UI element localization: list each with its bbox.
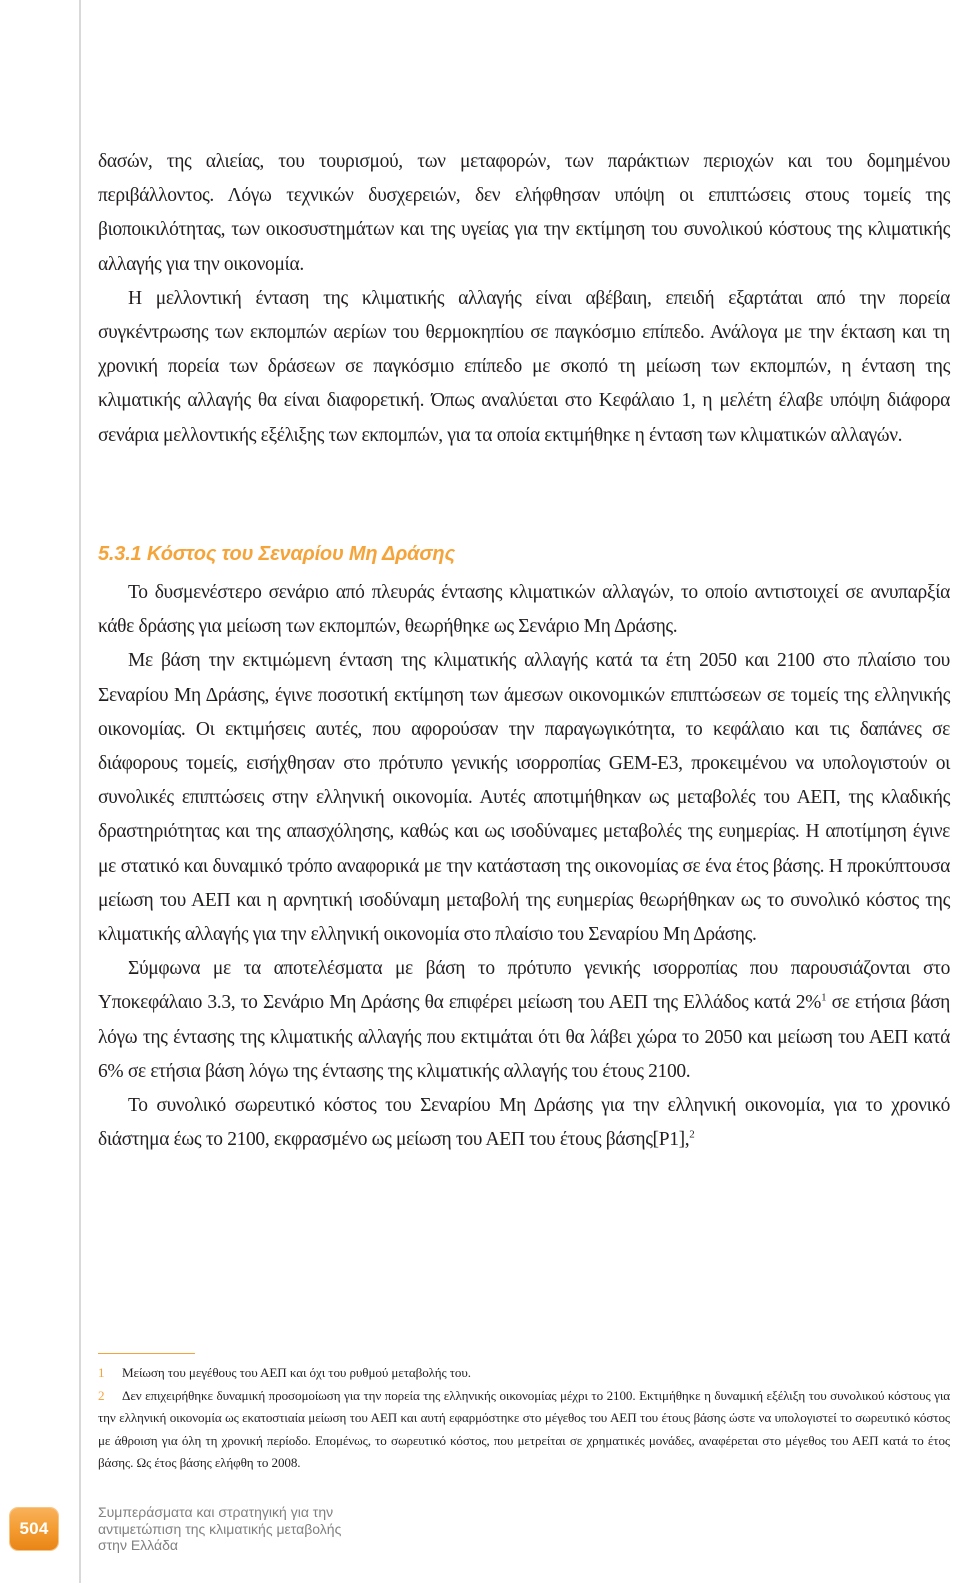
paragraph-gdp-results-text-b: σε ετήσια βάση λόγω της έντασης της κλιματικής αλλαγής που εκτιμάται ότι θα λάβει χώρα το 2050 και μείωση του ΑΕΠ κατά 6% σε ετήσια βάση λόγω της έντασης της κλιματικής αλλαγής του έτους 2100. [98,992,951,1082]
footnotes [98,1362,950,1475]
section-heading: 5.3.1 Κόστος του Σεναρίου Μη Δράσης [98,543,455,565]
footer-line-1: Συμπεράσματα και στρατηγική για την [98,1504,334,1520]
paragraph-cumulative-cost [98,1089,950,1157]
footnote-2-number: 2 [98,1387,105,1403]
page-number: 504 [19,1519,49,1538]
margin-rule [79,0,81,1583]
paragraph-worst-scenario: Το δυσμενέστερο σενάριο από πλευράς έντασης κλιματικών αλλαγών, το οποίο αντιστοιχεί σε ανυπαρξία κάθε δράσης για μείωση των εκπομπών, θεωρήθηκε ως Σενάριο Μη Δράσης. [98,582,950,638]
paragraph-gdp-results-text-a: Σύμφωνα με τα αποτελέσματα με βάση το πρότυπο γενικής ισορροπίας που παρουσιάζονται στο Υποκεφάλαιο 3.3, το Σενάριο Μη Δράσης θα επιφέρει μείωση του ΑΕΠ της Ελλάδος κατά 2% [98,958,950,1014]
footnote-2 [98,1385,950,1475]
page-number-badge [10,1508,58,1550]
body-text-upper [98,145,950,453]
footer-line-3: στην Ελλάδα [98,1537,178,1553]
footnote-2-text: Δεν επιχειρήθηκε δυναμική προσομοίωση για την πορεία της ελληνικής οικονομίας μέχρι το 2100. Εκτιμήθηκε η δυναμική εξέλιξη του συνολικού κόστους για την ελληνική οικονομία ως εκατοστιαία μείωση του ΑΕΠ και αυτή εφαρμόστηκε στο μέγεθος του ΑΕΠ του έτους βάσης ώστε να υπολογιστεί το σωρευτικό κόστος με άθροιση για όλη τη χρονική περίοδο. Επομένως, το σωρευτικό κόστος, που μετρείται σε χρηματικές μονάδες, αναφέρεται στο μέγεθος του ΑΕΠ κατά το έτος βάσης. Ως έτος βάσης ελήφθη το 2008. [98,1387,950,1471]
paragraph-future-intensity: Η μελλοντική ένταση της κλιματικής αλλαγής είναι αβέβαιη, επειδή εξαρτάται από την πορεία συγκέντρωσης των εκπομπών αερίων του θερμοκηπίου σε παγκόσμιο επίπεδο. Ανάλογα με την έκταση και τη χρονική πορεία των δράσεων σε παγκόσμιο επίπεδο με σκοπό τη μείωση των εκπομπών, η ένταση της κλιματικής αλλαγής θα είναι διαφορετική. Όπως αναλύεται στο Κεφάλαιο 1, η μελέτη έλαβε υπόψη διάφορα σενάρια μελλοντικής εξέλιξης των εκπομπών, για τα οποία εκτιμήθηκε η ένταση των κλιματικών αλλαγών. [98,287,950,446]
footnote-separator [98,1353,195,1354]
footnote-1-number: 1 [98,1365,105,1380]
footnote-ref-2[interactable]: 2 [689,1128,695,1141]
paragraph-estimation-method: Με βάση την εκτιμώμενη ένταση της κλιματικής αλλαγής κατά τα έτη 2050 και 2100 στο πλαίσιο του Σεναρίου Μη Δράσης, έγινε ποσοτική εκτίμηση των άμεσων οικονομικών επιπτώσεων σε τομείς της ελληνικής οικονομίας. Οι εκτιμήσεις αυτές, που αφορούσαν την παραγωγικότητα, το κεφάλαιο και τις δαπάνες σε διάφορους τομείς, εισήχθησαν στο πρότυπο γενικής ισορροπίας GEM-E3, προκειμένου να υπολογιστούν οι συνολικές επιπτώσεις στην ελληνική οικονομία. Αυτές αποτιμήθηκαν ως μεταβολές του ΑΕΠ, της κλαδικής δραστηριότητας και της απασχόλησης, καθώς και ως ισοδύναμες μεταβολές της ευημερίας. Η αποτίμηση έγινε με στατικό και δυναμικό τρόπο αναφορικά με την κατάσταση της οικονομίας σε ένα έτος βάσης. Η προκύπτουσα μείωση του ΑΕΠ και η αρνητική ισοδύναμη μεταβολή της ευημερίας θεωρήθηκαν ως το συνολικό κόστος της κλιματικής αλλαγής για την ελληνική οικονομία στο πλαίσιο του Σεναρίου Μη Δράσης. [98,650,950,946]
running-footer [98,1504,418,1554]
footer-line-2: αντιμετώπιση της κλιματικής μεταβολής [98,1520,342,1537]
paragraph-continued: δασών, της αλιείας, του τουρισμού, των μεταφορών, των παράκτιων περιοχών και του δομημένου περιβάλλοντος. Λόγω τεχνικών δυσχερειών, δεν ελήφθησαν υπόψη οι επιπτώσεις στους τομείς της βιοποικιλότητας, των οικοσυστημάτων και της υγείας για την εκτίμηση του συνολικού κόστους της κλιματικής αλλαγής για την οικονομία. [98,151,950,275]
paragraph-gdp-results [98,952,950,1089]
body-text-lower [98,576,950,1157]
footnote-1 [98,1362,950,1385]
footnote-ref-1[interactable]: 1 [821,991,827,1004]
footnote-1-text: Μείωση του μεγέθους του ΑΕΠ και όχι του ρυθμού μεταβολής του. [122,1365,471,1380]
paragraph-cumulative-cost-text: Το συνολικό σωρευτικό κόστος του Σεναρίου Μη Δράσης για την ελληνική οικονομία, για το χρονικό διάστημα έως το 2100, εκφρασμένο ως μείωση του ΑΕΠ του έτους βάσης[P1], [98,1095,950,1151]
